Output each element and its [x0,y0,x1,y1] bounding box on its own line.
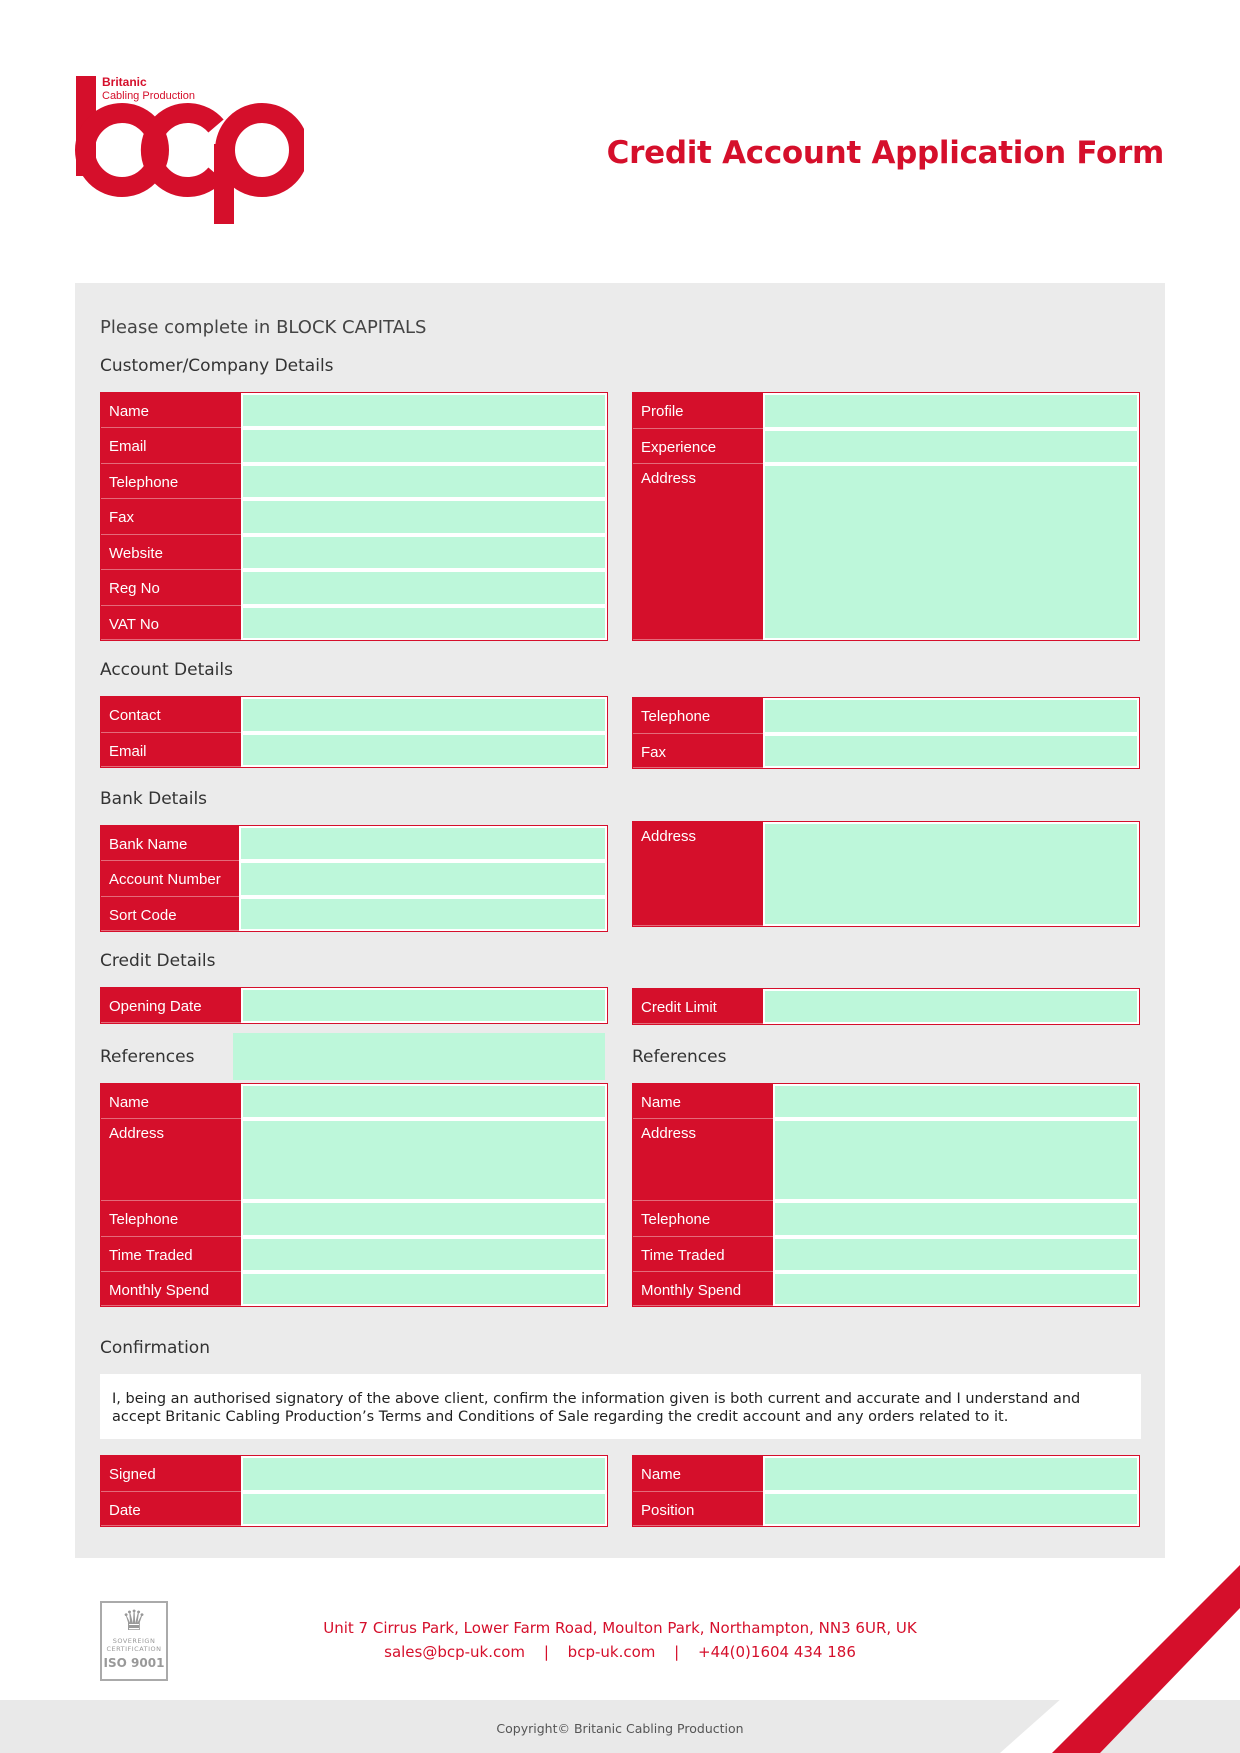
account-contact-row [101,697,607,733]
field-reg-no-input[interactable] [243,572,605,604]
account-email-row [101,733,607,767]
ref2-telephone-row [633,1201,1139,1237]
ref1-address-label: Address [101,1119,241,1201]
field-fax-input[interactable] [243,501,605,533]
ref2-name-input[interactable] [775,1086,1137,1117]
field-name-row [101,393,607,428]
field-website-row [101,535,607,570]
ref2-address-row [633,1119,1139,1201]
ref2-time-traded-label: Time Traded [633,1237,773,1272]
account-email-input[interactable] [243,735,605,765]
account-telephone-input[interactable] [765,700,1137,732]
bank-address-input[interactable] [765,824,1137,924]
copyright-text: Copyright© Britanic Cabling Production [496,1721,744,1736]
page-title: Credit Account Application Form [606,135,1164,171]
account-email-label: Email [101,733,241,767]
field-reg-no-row [101,570,607,606]
ref1-address-input[interactable] [243,1121,605,1199]
contact-separator-2: | [674,1643,680,1661]
ref1-time-traded-row [101,1237,607,1272]
ref2-monthly-spend-label: Monthly Spend [633,1272,773,1306]
field-experience-row [633,429,1139,464]
bank-account-number-label: Account Number [101,861,239,897]
ref1-telephone-row [101,1201,607,1237]
field-profile-label: Profile [633,393,763,429]
bank-name-row [101,826,607,861]
field-profile-row [633,393,1139,429]
bank-sort-code-label: Sort Code [101,897,239,931]
sig-date-row [101,1492,607,1526]
ref1-time-traded-input[interactable] [243,1239,605,1270]
section-customer-title: Customer/Company Details [100,356,334,376]
sig-position-row [633,1492,1139,1526]
account-contact-input[interactable] [243,699,605,731]
ref1-time-traded-label: Time Traded [101,1237,241,1272]
field-fax-label: Fax [101,499,241,535]
ref1-name-label: Name [101,1084,241,1119]
sig-position-label: Position [633,1492,763,1526]
contact-separator-1: | [543,1643,549,1661]
field-telephone-label: Telephone [101,464,241,499]
bank-sort-code-input[interactable] [241,899,605,929]
bank-details-right-group [632,821,1140,927]
ref2-telephone-input[interactable] [775,1203,1137,1235]
bank-details-left-group [100,825,608,932]
field-address-input[interactable] [765,466,1137,638]
account-telephone-row [633,698,1139,734]
contact-line [300,1643,940,1661]
field-fax-row [101,499,607,535]
bank-name-label: Bank Name [101,826,239,861]
iso-standard: ISO 9001 [103,1656,165,1670]
ref2-monthly-spend-input[interactable] [775,1274,1137,1304]
customer-details-right-group [632,392,1140,641]
field-vat-no-row [101,606,607,640]
ref2-telephone-label: Telephone [633,1201,773,1237]
decorative-stripe [1000,1540,1240,1753]
iso-line1: SOVEREIGN [112,1637,156,1645]
customer-details-left-group [100,392,608,641]
references-left-extra-field[interactable] [233,1033,605,1080]
field-name-label: Name [101,393,241,428]
section-bank-title: Bank Details [100,789,208,809]
sig-name-label: Name [633,1456,763,1492]
field-reg-no-label: Reg No [101,570,241,606]
field-vat-no-label: VAT No [101,606,241,640]
credit-limit-label: Credit Limit [633,989,763,1024]
signature-right-group [632,1455,1140,1527]
references-left-group [100,1083,608,1307]
field-email-row [101,428,607,464]
contact-phone: +44(0)1604 434 186 [698,1643,856,1661]
ref2-name-row [633,1084,1139,1119]
sig-date-label: Date [101,1492,241,1526]
ref1-monthly-spend-row [101,1272,607,1306]
account-fax-input[interactable] [765,736,1137,766]
company-address: Unit 7 Cirrus Park, Lower Farm Road, Moulton Park, Northampton, NN3 6UR, UK [323,1619,917,1637]
ref2-address-label: Address [633,1119,773,1201]
section-account-title: Account Details [100,660,233,680]
field-experience-label: Experience [633,429,763,464]
field-address-row [633,464,1139,640]
credit-details-left-group [100,987,608,1024]
field-email-input[interactable] [243,430,605,462]
iso-line2: CERTIFICATION [106,1645,162,1653]
ref2-time-traded-row [633,1237,1139,1272]
bank-address-label: Address [633,822,763,926]
sig-name-row [633,1456,1139,1492]
ref1-monthly-spend-input[interactable] [243,1274,605,1304]
sig-date-input[interactable] [243,1494,605,1524]
bank-name-input[interactable] [241,828,605,859]
account-details-right-group [632,697,1140,769]
credit-opening-date-input[interactable] [243,990,605,1021]
bank-address-row [633,822,1139,926]
field-experience-input[interactable] [765,431,1137,462]
account-details-left-group [100,696,608,768]
section-confirmation-title: Confirmation [100,1338,210,1358]
sig-name-input[interactable] [765,1458,1137,1490]
confirmation-statement: I, being an authorised signatory of the above client, confirm the information given is both current and accurate and I understand and accept Britanic Cabling Production’s Terms and Conditions of Sale regarding the credit account and any orders related to it. [100,1374,1141,1439]
credit-details-right-group [632,988,1140,1025]
field-website-input[interactable] [243,537,605,568]
references-right-group [632,1083,1140,1307]
ref1-name-input[interactable] [243,1086,605,1117]
contact-email-link[interactable]: sales@bcp-uk.com [384,1643,526,1661]
account-contact-label: Contact [101,697,241,733]
signature-left-group [100,1455,608,1527]
ref1-monthly-spend-label: Monthly Spend [101,1272,241,1306]
bank-account-number-row [101,861,607,897]
ref1-telephone-input[interactable] [243,1203,605,1235]
section-credit-title: Credit Details [100,951,216,971]
field-telephone-row [101,464,607,499]
credit-opening-date-label: Opening Date [101,988,241,1023]
sig-signed-label: Signed [101,1456,241,1492]
sig-position-input[interactable] [765,1494,1137,1524]
field-profile-input[interactable] [765,395,1137,427]
ref1-name-row [101,1084,607,1119]
ref1-address-row [101,1119,607,1201]
credit-limit-input[interactable] [765,991,1137,1022]
sig-signed-input[interactable] [243,1458,605,1490]
instruction-text: Please complete in BLOCK CAPITALS [100,317,427,338]
field-email-label: Email [101,428,241,464]
field-telephone-input[interactable] [243,466,605,497]
ref1-telephone-label: Telephone [101,1201,241,1237]
field-website-label: Website [101,535,241,570]
logo-sub-text: Cabling Production [102,90,195,102]
bank-account-number-input[interactable] [241,863,605,895]
credit-opening-date-row [101,988,607,1023]
iso-9001-badge [100,1601,168,1681]
logo-brand-text: Britanic [102,75,147,89]
sig-signed-row [101,1456,607,1492]
section-references-left-title: References [100,1047,195,1067]
field-address-label: Address [633,464,763,640]
crown-icon: ♛ [121,1604,147,1637]
section-references-right-title: References [632,1047,727,1067]
ref2-time-traded-input[interactable] [775,1239,1137,1270]
field-name-input[interactable] [243,395,605,426]
ref2-name-label: Name [633,1084,773,1119]
contact-website-link[interactable]: bcp-uk.com [567,1643,656,1661]
credit-limit-row [633,989,1139,1024]
bcp-logo [74,74,304,230]
field-vat-no-input[interactable] [243,608,605,638]
bank-sort-code-row [101,897,607,931]
ref2-address-input[interactable] [775,1121,1137,1199]
ref2-monthly-spend-row [633,1272,1139,1306]
account-telephone-label: Telephone [633,698,763,734]
account-fax-label: Fax [633,734,763,768]
account-fax-row [633,734,1139,768]
